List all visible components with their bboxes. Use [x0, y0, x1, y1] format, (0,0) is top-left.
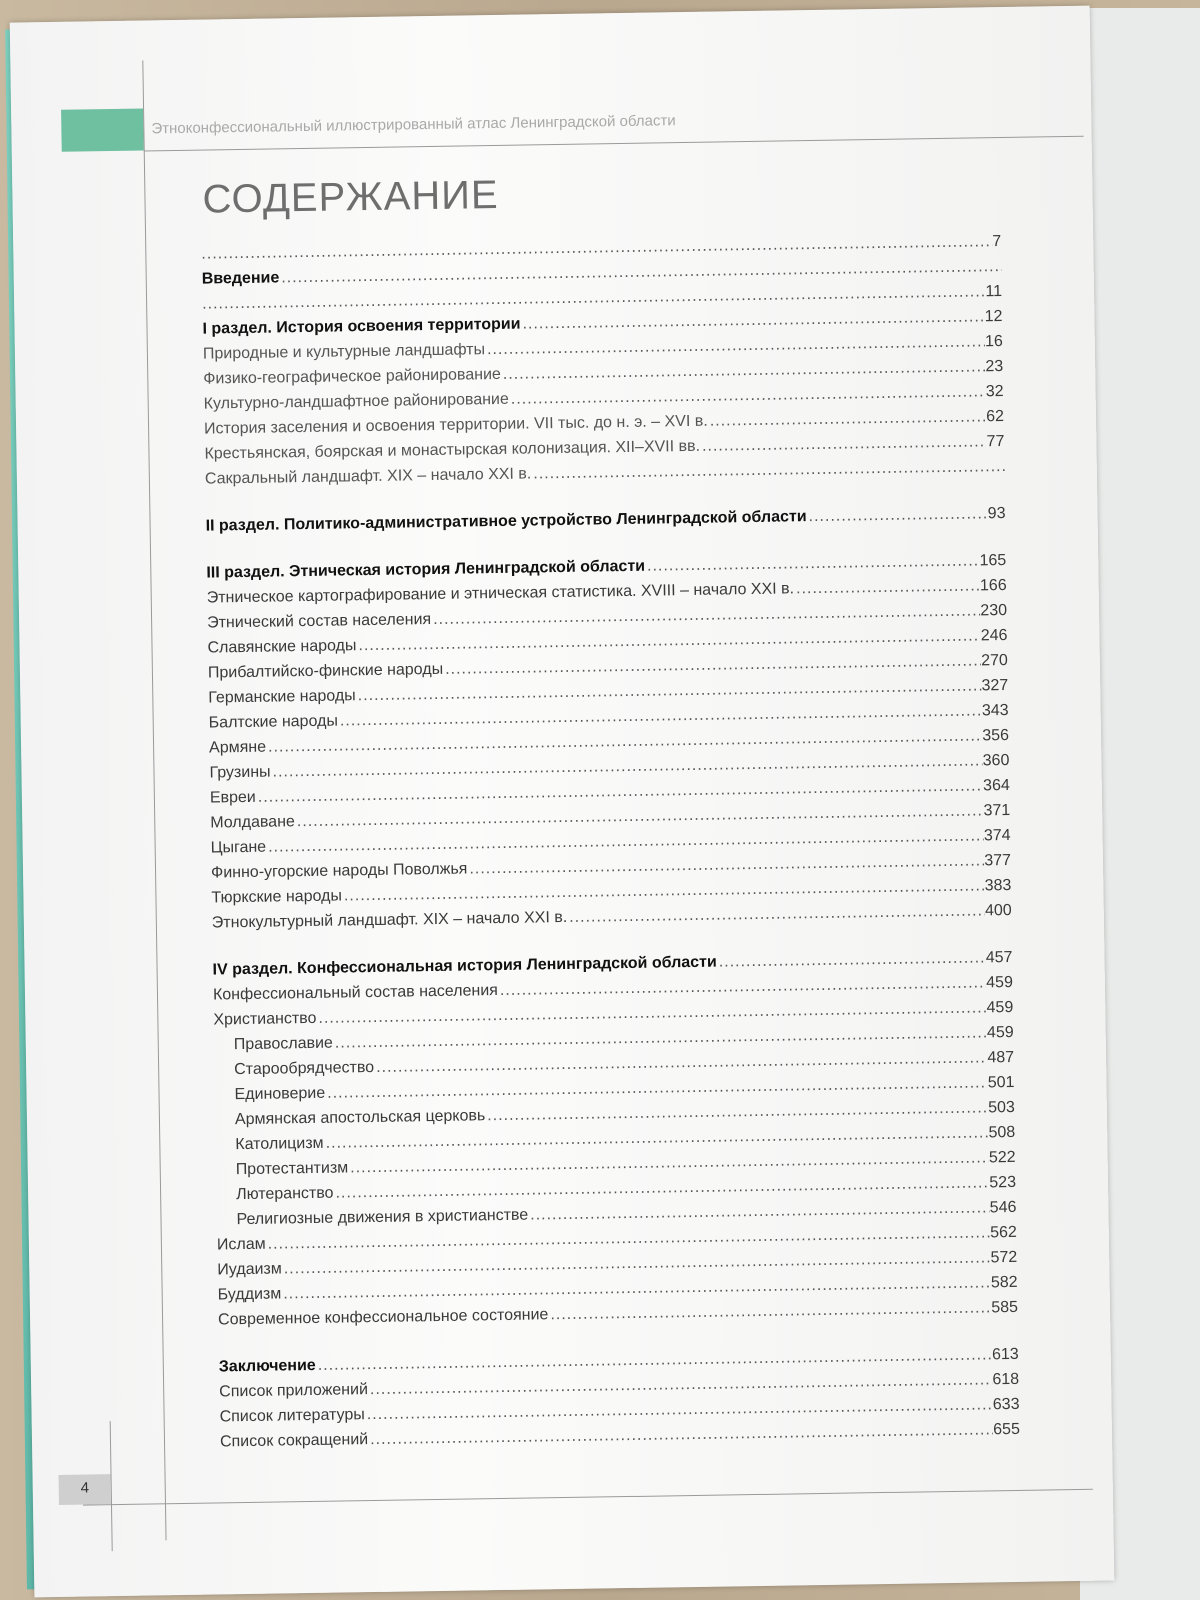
toc-label: Иудаизм — [217, 1260, 282, 1279]
toc-page-number: 364 — [982, 776, 1010, 795]
green-header-tab — [61, 108, 144, 151]
toc-page-number: 655 — [993, 1420, 1021, 1439]
page-title: СОДЕРЖАНИЕ — [202, 172, 499, 222]
toc-page-number: 501 — [987, 1073, 1015, 1092]
toc-page-number: 618 — [992, 1370, 1020, 1389]
toc-page-number: 400 — [984, 901, 1012, 920]
toc-page-number: 11 — [985, 283, 1003, 301]
toc-label: Введение — [201, 269, 280, 288]
toc-page-number: 572 — [990, 1248, 1018, 1267]
toc-page-number: 459 — [986, 1023, 1014, 1042]
toc-label: I раздел. История освоения территории — [202, 315, 521, 338]
toc-label: Финно-угорские народы Поволжья — [210, 860, 468, 882]
toc-label: Список приложений — [219, 1381, 369, 1401]
toc-page-number: 523 — [989, 1173, 1017, 1192]
toc-page-number: 230 — [980, 601, 1008, 620]
toc-label: Православие — [233, 1034, 333, 1054]
toc-label: Грузины — [209, 763, 271, 782]
toc-label: Буддизм — [217, 1285, 282, 1304]
toc-page-number: 383 — [984, 876, 1012, 895]
toc-label: Крестьянская, боярская и монастырская колонизация. XII–XVII вв. — [204, 437, 701, 463]
toc-page-number: 374 — [983, 826, 1011, 845]
toc-label: Культурно-ландшафтное районирование — [203, 390, 509, 413]
toc-label: Список литературы — [219, 1406, 365, 1426]
toc-label: II раздел. Политико-административное устройство Ленинградской области — [205, 508, 807, 535]
toc-label: Этническое картографирование и этническая статистика. XVIII – начало XXI в. — [206, 580, 795, 607]
toc-label: Молдаване — [210, 813, 295, 832]
toc-label: Католицизм — [235, 1134, 324, 1154]
toc-leader-dots — [808, 501, 988, 529]
page-number: 4 — [80, 1479, 90, 1497]
toc-label: Христианство — [213, 1009, 317, 1029]
toc-page-number: 62 — [986, 408, 1005, 426]
toc-label: История заселения и освоения территории. VII тыс. до н. э. – XVI в. — [203, 412, 708, 438]
toc-label: Единоверие — [234, 1084, 326, 1104]
toc-label: Заключение — [218, 1356, 316, 1376]
toc-page-number: 371 — [983, 801, 1011, 820]
toc-page-number: 508 — [988, 1123, 1016, 1142]
toc-page-number: 32 — [985, 383, 1004, 401]
toc-label: Современное конфессиональное состояние — [217, 1306, 549, 1329]
toc-label: Евреи — [209, 788, 256, 807]
toc-label: Славянские народы — [207, 637, 357, 657]
toc-label: Армянская апостольская церковь — [234, 1107, 486, 1129]
toc-label: Физико-географическое районирование — [203, 365, 501, 388]
toc-page-number: 360 — [982, 751, 1010, 770]
table-of-contents — [201, 229, 1020, 1454]
bottom-rule — [83, 1489, 1093, 1506]
toc-entry — [205, 501, 1005, 539]
toc-label: Ислам — [216, 1235, 266, 1254]
toc-label: Старообрядчество — [234, 1058, 375, 1079]
toc-label: Германские народы — [208, 687, 356, 707]
toc-label: III раздел. Этническая история Ленинградской области — [206, 557, 646, 582]
toc-page-number: 12 — [984, 308, 1003, 326]
toc-label: Тюркские народы — [211, 887, 343, 907]
toc-page-number: 343 — [981, 701, 1009, 720]
toc-page-number: 327 — [981, 676, 1009, 695]
toc-leader-dots — [796, 573, 980, 601]
toc-page-number: 356 — [982, 726, 1010, 745]
toc-page-number: 562 — [989, 1223, 1017, 1242]
toc-label: Протестантизм — [235, 1159, 349, 1179]
toc-page-number: 487 — [987, 1048, 1015, 1067]
toc-page-number: 16 — [984, 333, 1003, 351]
toc-page-number: 582 — [990, 1273, 1018, 1292]
toc-page-number: 503 — [988, 1098, 1015, 1117]
toc-label: Этнический состав населения — [207, 611, 432, 632]
toc-page-number: 546 — [989, 1198, 1017, 1217]
toc-label: Этнокультурный ландшафт. XIX – начало XXI в. — [211, 908, 568, 932]
toc-page-number: 377 — [984, 851, 1012, 870]
toc-page-number: 246 — [980, 626, 1008, 645]
running-head: Этноконфессиональный иллюстрированный атлас Ленинградской области — [151, 112, 676, 138]
toc-page-number: 459 — [986, 973, 1014, 992]
toc-label: Армяне — [208, 738, 267, 757]
toc-label: Балтские народы — [208, 712, 339, 732]
toc-page-number: 522 — [988, 1148, 1016, 1167]
toc-page-number: 7 — [992, 233, 1002, 251]
toc-page-number: 633 — [992, 1395, 1020, 1414]
toc-page-number: 585 — [991, 1298, 1019, 1317]
margin-rule — [142, 60, 166, 1540]
book-page — [10, 6, 1115, 1598]
toc-label: Конфессиональный состав населения — [212, 982, 499, 1004]
toc-page-number: 93 — [987, 504, 1006, 523]
toc-label: Природные и культурные ландшафты — [202, 341, 486, 363]
toc-page-number: 459 — [986, 998, 1014, 1017]
toc-label: Цыгане — [210, 838, 267, 857]
toc-page-number: 166 — [979, 576, 1007, 595]
toc-page-number: 457 — [985, 948, 1013, 967]
toc-page-number: 23 — [985, 358, 1004, 376]
toc-page-number: 613 — [991, 1345, 1019, 1364]
toc-label: Религиозные движения в христианстве — [236, 1206, 529, 1229]
toc-label: Лютеранство — [236, 1184, 334, 1204]
toc-label: Прибалтийско-финские народы — [207, 660, 444, 682]
toc-page-number: 77 — [986, 433, 1005, 451]
toc-page-number: 165 — [979, 551, 1007, 570]
toc-leader-dots — [569, 898, 985, 930]
toc-page-number: 270 — [981, 651, 1008, 670]
toc-label: Список сокращений — [219, 1431, 369, 1451]
toc-label: IV раздел. Конфессиональная история Ленинградской области — [212, 953, 717, 979]
toc-label: Сакральный ландшафт. XIX – начало XXI в. — [204, 465, 532, 488]
header-rule — [144, 136, 1084, 152]
